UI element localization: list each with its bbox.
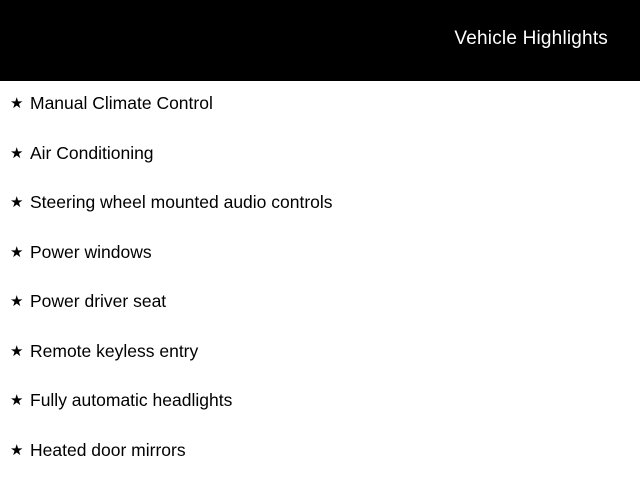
list-item [0, 81, 640, 131]
star-bullet-icon: ★ [10, 95, 24, 112]
list-item-label: Manual Climate Control [30, 93, 213, 113]
list-item [0, 180, 640, 230]
star-bullet-icon: ★ [10, 243, 24, 261]
star-bullet-icon: ★ [10, 293, 24, 310]
list-item [0, 428, 640, 478]
list-item [0, 131, 640, 181]
list-item-label: Steering wheel mounted audio controls [30, 192, 333, 212]
page-title: Vehicle Highlights [454, 28, 608, 49]
list-item [0, 378, 640, 428]
list-item [0, 230, 640, 280]
list-item-label: Fully automatic headlights [30, 390, 233, 410]
list-item-label: Power driver seat [30, 291, 167, 311]
star-bullet-icon: ★ [10, 144, 24, 162]
list-item-label: Power windows [30, 241, 152, 262]
star-bullet-icon: ★ [10, 441, 24, 459]
star-bullet-icon: ★ [10, 392, 24, 409]
list-item [0, 329, 640, 379]
list-item-label: Air Conditioning [30, 142, 154, 163]
vehicle-highlights-list [0, 81, 640, 477]
star-bullet-icon: ★ [10, 342, 24, 360]
list-item [0, 279, 640, 329]
list-item-label: Heated door mirrors [30, 439, 186, 460]
list-item-label: Remote keyless entry [30, 340, 199, 361]
star-bullet-icon: ★ [10, 194, 24, 211]
header-bar [0, 0, 640, 81]
